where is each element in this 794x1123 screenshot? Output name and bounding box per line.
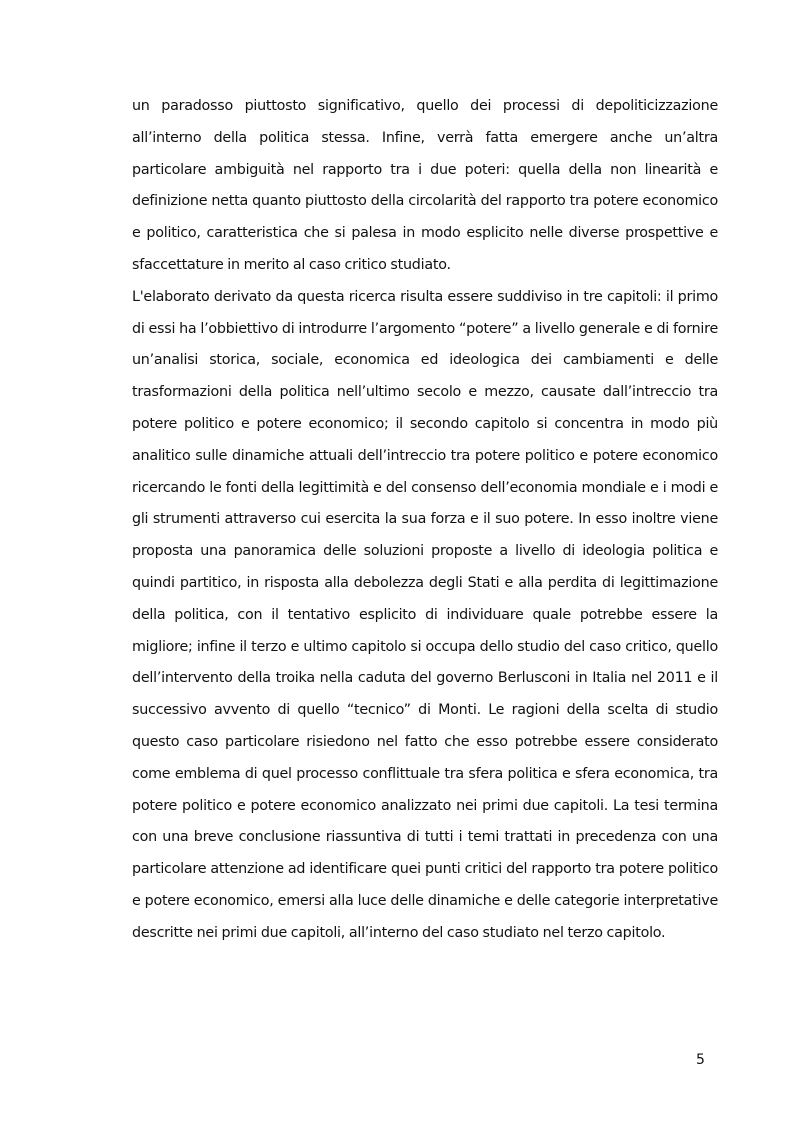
paragraph-2: L'elaborato derivato da questa ricerca risulta essere suddiviso in tre capitoli: il primo di essi ha l’obbiettivo di introdurre l’argomento “potere” a livello generale e di fornire un’analisi storica, sociale, economica ed ideologica dei cambiamenti e delle trasformazioni della politica nell’ultimo secolo e mezzo, causate dall’intreccio tra potere politico e potere economico; il secondo capitolo si concentra in modo più analitico sulle dinamiche attuali dell’intreccio tra potere politico e potere economico ricercando le fonti della legittimità e del consenso dell’economia mondiale e i modi e gli strumenti attraverso cui esercita la sua forza e il suo potere. In esso inoltre viene proposta una panoramica delle soluzioni proposte a livello di ideologia politica e quindi partitico, in risposta alla debolezza degli Stati e alla perdita di legittimazione della politica, con il tentativo esplicito di individuare quale potrebbe essere la migliore; infine il terzo e ultimo capitolo si occupa dello studio del caso critico, quello dell’intervento della troika nella caduta del governo Berlusconi in Italia nel 2011 e il successivo avvento di quello “tecnico” di Monti. Le ragioni della scelta di studio questo caso particolare risiedono nel fatto che esso potrebbe essere considerato come emblema di quel processo conflittuale tra sfera politica e sfera economica, tra potere politico e potere economico analizzato nei primi due capitoli. La tesi termina con una breve conclusione riassuntiva di tutti i temi trattati in precedenza con una particolare attenzione ad identificare quei punti critici del rapporto tra potere politico e potere economico, emersi alla luce delle dinamiche e delle categorie interpretative descritte nei primi due capitoli, all’interno del caso studiato nel terzo capitolo. [132, 288, 718, 941]
body-text [132, 91, 718, 950]
paragraph-1: un paradosso piuttosto significativo, quello dei processi di depoliticizzazione all’interno della politica stessa. Infine, verrà fatta emergere anche un’altra particolare ambiguità nel rapporto tra i due poteri: quella della non linearità e definizione netta quanto piuttosto della circolarità del rapporto tra potere economico e politico, caratteristica che si palesa in modo esplicito nelle diverse prospettive e sfaccettature in merito al caso critico studiato. [132, 98, 718, 273]
page-number: 5 [696, 1052, 705, 1068]
